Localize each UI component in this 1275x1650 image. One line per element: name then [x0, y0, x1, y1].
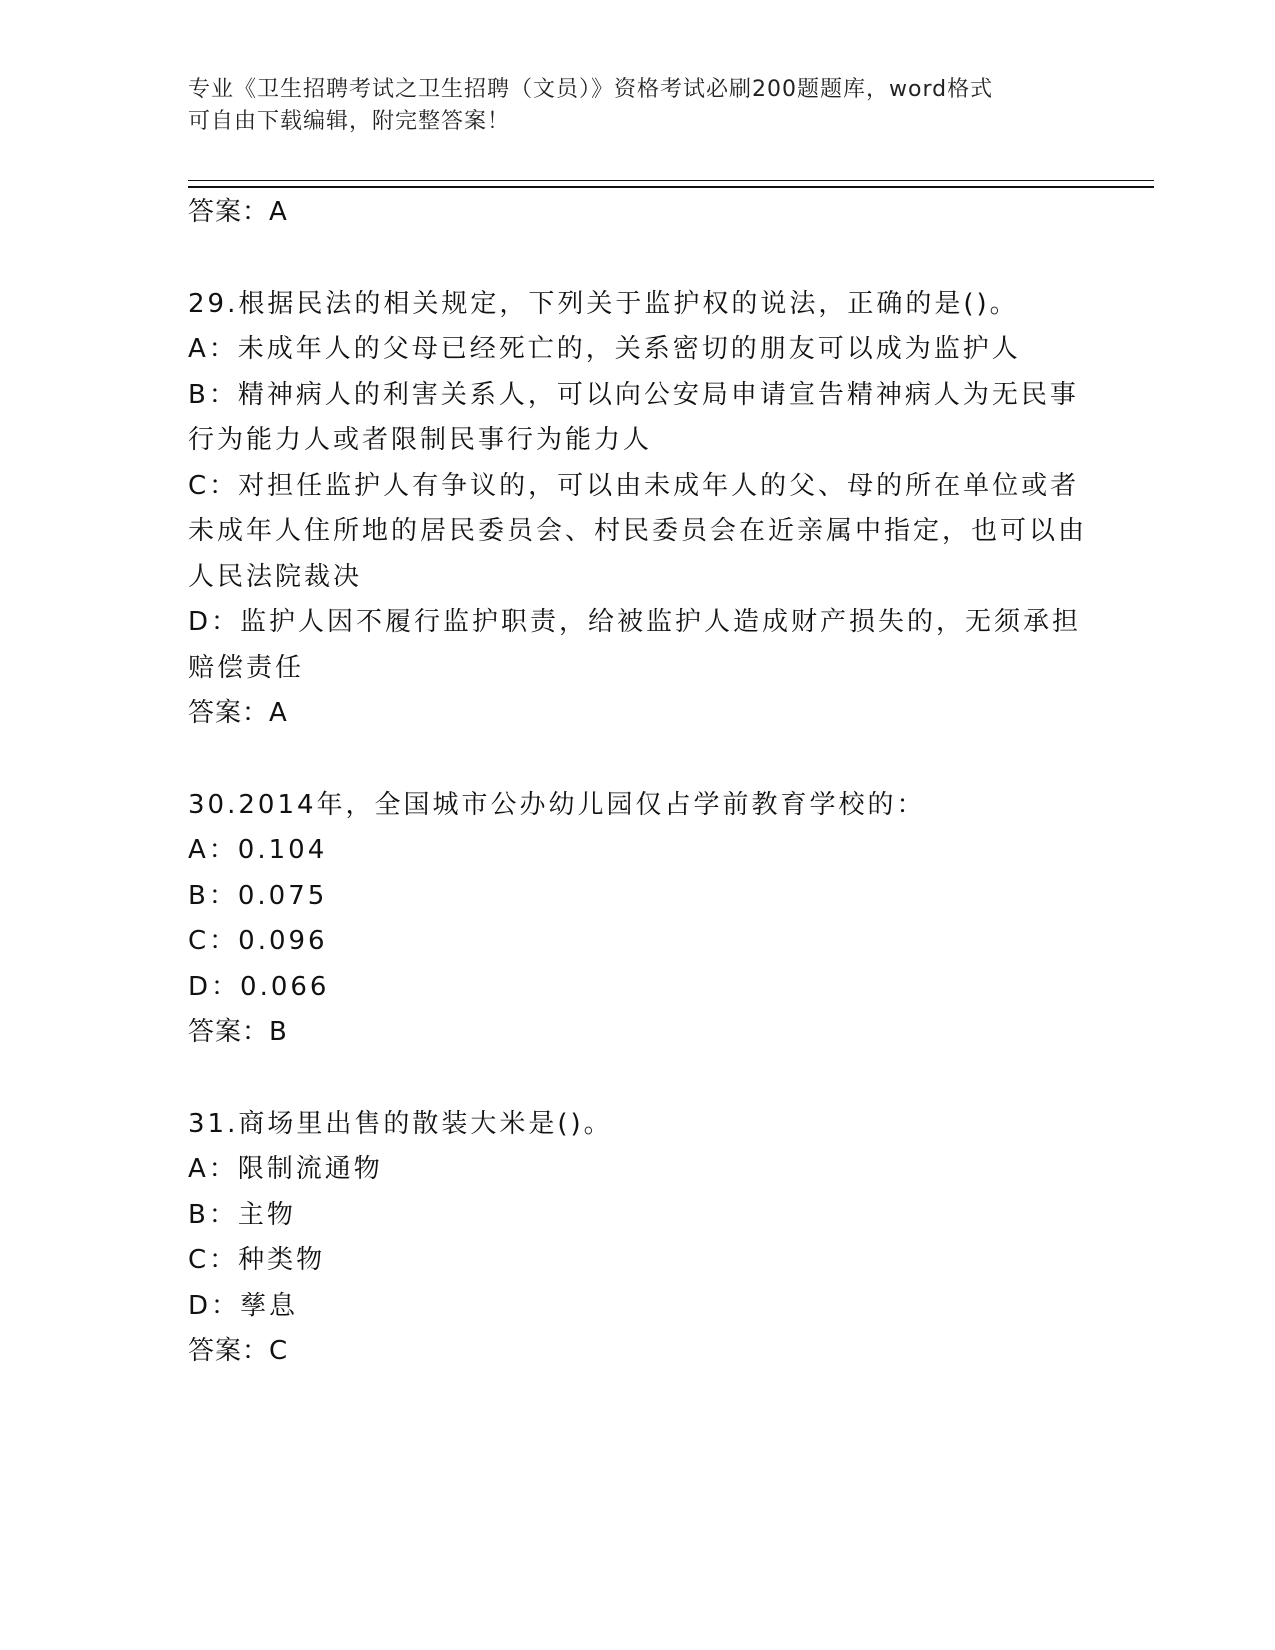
question-block-29: [188, 282, 1088, 737]
spacer: [188, 236, 1088, 282]
option-label: C：: [188, 1245, 239, 1275]
option-label: B：: [188, 379, 238, 410]
question-text: 2014年，全国城市公办幼儿园仅占学前教育学校的：: [238, 789, 926, 820]
question-list: [188, 190, 1088, 1375]
option-d: [188, 965, 1088, 1011]
option-label: D：: [188, 971, 241, 1002]
question-stem: [188, 282, 1088, 328]
option-text: 监护人因不履行监护职责，给被监护人造成财产损失的，无须承担赔偿责任: [188, 607, 1082, 683]
option-text: 孳息: [240, 1290, 299, 1321]
answer-line: 答案：A: [188, 698, 288, 728]
option-text: 0.096: [238, 926, 328, 956]
option-a: [188, 1147, 1088, 1193]
option-b: [188, 373, 1088, 464]
option-label: A：: [188, 835, 238, 865]
question-text: 根据民法的相关规定，下列关于监护权的说法，正确的是()。: [238, 288, 1019, 319]
option-text: 未成年人的父母已经死亡的，关系密切的朋友可以成为监护人: [237, 334, 1021, 364]
option-c: [188, 919, 1088, 965]
question-text: 商场里出售的散装大米是()。: [238, 1108, 613, 1139]
option-text: 限制流通物: [237, 1154, 383, 1184]
header-title-line-2: 可自由下载编辑，附完整答案！: [188, 109, 511, 134]
option-label: C：: [188, 470, 239, 501]
question-number: 31.: [188, 1108, 239, 1139]
question-number: 29.: [188, 288, 239, 319]
option-label: A：: [188, 334, 238, 364]
document-header: [188, 74, 1078, 138]
option-text: 对担任监护人有争议的，可以由未成年人的父、母的所在单位或者未成年人住所地的居民委员会、村民委员会在近亲属中指定，也可以由人民法院裁决: [188, 470, 1088, 592]
answer-line: 答案：B: [188, 1017, 288, 1047]
option-label: C：: [188, 926, 239, 956]
option-text: 0.075: [237, 880, 328, 911]
question-number: 30.: [188, 789, 239, 820]
option-d: [188, 1284, 1088, 1330]
question-stem: [188, 783, 1088, 829]
question-block-30: [188, 783, 1088, 1056]
question-block-31: [188, 1102, 1088, 1375]
header-divider: [188, 180, 1154, 188]
option-a: [188, 327, 1088, 373]
header-title-line-1: 专业《卫生招聘考试之卫生招聘（文员）》资格考试必刷200题题库，word格式: [188, 77, 994, 102]
option-d: [188, 600, 1088, 691]
question-stem: [188, 1102, 1088, 1148]
previous-answer: 答案：A: [188, 197, 288, 227]
option-c: [188, 1238, 1088, 1284]
option-b: [188, 1193, 1088, 1239]
option-b: [188, 874, 1088, 920]
option-text: 0.066: [240, 971, 330, 1002]
option-label: B：: [188, 880, 238, 911]
spacer: [188, 1056, 1088, 1102]
option-text: 精神病人的利害关系人，可以向公安局申请宣告精神病人为无民事行为能力人或者限制民事行为能力人: [188, 379, 1079, 455]
option-text: 种类物: [238, 1245, 326, 1275]
option-label: B：: [188, 1199, 238, 1230]
option-text: 0.104: [237, 835, 328, 865]
option-label: D：: [188, 607, 241, 637]
option-label: A：: [188, 1154, 238, 1184]
option-text: 主物: [237, 1199, 296, 1230]
option-c: [188, 464, 1088, 601]
spacer: [188, 737, 1088, 783]
answer-line: 答案：C: [188, 1336, 289, 1366]
option-a: [188, 828, 1088, 874]
option-label: D：: [188, 1290, 241, 1321]
